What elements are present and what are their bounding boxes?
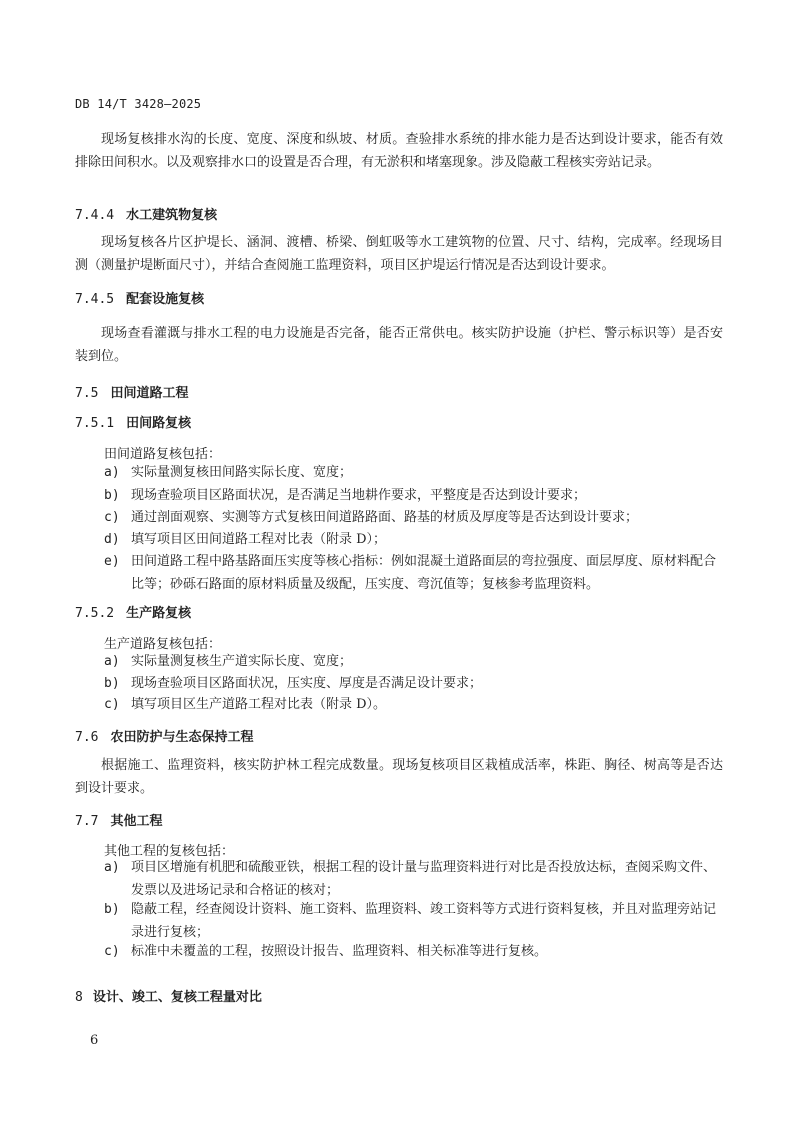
list-item [104,551,724,596]
document-id-header: DB 14/T 3428—2025 [75,97,202,111]
list-marker: a) [104,654,120,669]
section-number: 7.4.5 [75,292,115,307]
section-number: 8 [75,990,83,1005]
section-number: 7.4.4 [75,208,115,223]
paragraph-farmland-protection: 根据施工、监理资料，核实防护林工程完成数量。现场复核项目区栽植成活率，株距、胸径、树高等是否达到设计要求。 [75,758,723,796]
list-text: 实际量测复核生产道实际长度、宽度； [131,654,353,669]
list-item [104,857,724,902]
list-marker: c) [104,510,120,525]
list-marker: d) [104,532,120,547]
section-heading-8 [75,986,262,1005]
section-heading-7-4-4 [75,204,217,223]
list-marker: b) [104,676,120,691]
section-heading-7-4-5 [75,288,204,307]
section-heading-7-7 [75,810,163,829]
list-intro-field-roads: 田间道路复核包括： [104,447,222,462]
section-title: 设计、竣工、复核工程量对比 [92,990,262,1005]
list-text: 田间道路工程中路基路面压实度等核心指标：例如混凝土道路面层的弯拉强度、面层厚度、原材料配合比等；砂砾石路面的原材料质量及级配，压实度、弯沉值等；复核参考监理资料。 [131,554,717,592]
page-number: 6 [90,1033,99,1048]
section-heading-7-5-2 [75,602,191,621]
list-text: 标准中未覆盖的工程，按照设计报告、监理资料、相关标准等进行复核。 [131,944,548,959]
section-number: 7.5 [75,386,99,401]
list-text: 现场查验项目区路面状况，是否满足当地耕作要求，平整度是否达到设计要求； [131,488,587,503]
list-item [104,462,724,485]
section-heading-7-6 [75,726,254,745]
list-item [104,941,724,964]
list-item [104,651,724,674]
list-item [104,694,724,717]
list-item [104,673,724,696]
list-marker: a) [104,465,120,480]
list-marker: b) [104,488,120,503]
list-intro-production-roads: 生产道路复核包括： [104,637,222,652]
list-item [104,529,724,552]
list-text: 现场查验项目区路面状况，压实度、厚度是否满足设计要求； [131,676,483,691]
paragraph-hydraulic-structures: 现场复核各片区护堤长、涵洞、渡槽、桥梁、倒虹吸等水工建筑物的位置、尺寸、结构，完成率。经现场目测（测量护堤断面尺寸），并结合查阅施工监理资料，项目区护堤运行情况是否达到设计要求。 [75,235,723,273]
section-title: 田间道路工程 [110,386,189,401]
section-heading-7-5-1 [75,412,191,431]
list-marker: c) [104,697,120,712]
list-text: 隐蔽工程，经查阅设计资料、施工资料、监理资料、竣工资料等方式进行资料复核，并且对监理旁站记录进行复核； [131,902,717,940]
section-title: 配套设施复核 [126,292,205,307]
list-marker: c) [104,944,120,959]
list-text: 通过剖面观察、实测等方式复核田间道路路面、路基的材质及厚度等是否达到设计要求； [131,510,639,525]
section-number: 7.5.1 [75,416,115,431]
list-marker: b) [104,902,120,917]
section-title: 农田防护与生态保持工程 [110,730,254,745]
list-item [104,899,724,944]
section-title: 田间路复核 [126,416,192,431]
list-marker: a) [104,860,120,875]
section-number: 7.7 [75,814,99,829]
paragraph-drainage-ditch: 现场复核排水沟的长度、宽度、深度和纵坡、材质。查验排水系统的排水能力是否达到设计要求，能否有效排除田间积水。以及观察排水口的设置是否合理，有无淤积和堵塞现象。涉及隐蔽工程核实旁站记录。 [75,132,723,170]
section-heading-7-5 [75,382,189,401]
list-text: 填写项目区生产道路工程对比表（附录 D）。 [131,697,387,712]
section-title: 水工建筑物复核 [126,208,218,223]
list-text: 填写项目区田间道路工程对比表（附录 D）； [131,532,387,547]
list-item [104,485,724,508]
list-text: 实际量测复核田间路实际长度、宽度； [131,465,353,480]
paragraph-supporting-facilities: 现场查看灌溉与排水工程的电力设施是否完备，能否正常供电。核实防护设施（护栏、警示标识等）是否安装到位。 [75,326,723,364]
section-number: 7.5.2 [75,606,115,621]
section-title: 其他工程 [110,814,163,829]
list-intro-other-works: 其他工程的复核包括： [104,844,235,859]
list-marker: e) [104,554,120,569]
section-title: 生产路复核 [126,606,192,621]
list-text: 项目区增施有机肥和硫酸亚铁，根据工程的设计量与监理资料进行对比是否投放达标，查阅采购文件、发票以及进场记录和合格证的核对； [131,860,717,898]
list-item [104,507,724,530]
section-number: 7.6 [75,730,99,745]
